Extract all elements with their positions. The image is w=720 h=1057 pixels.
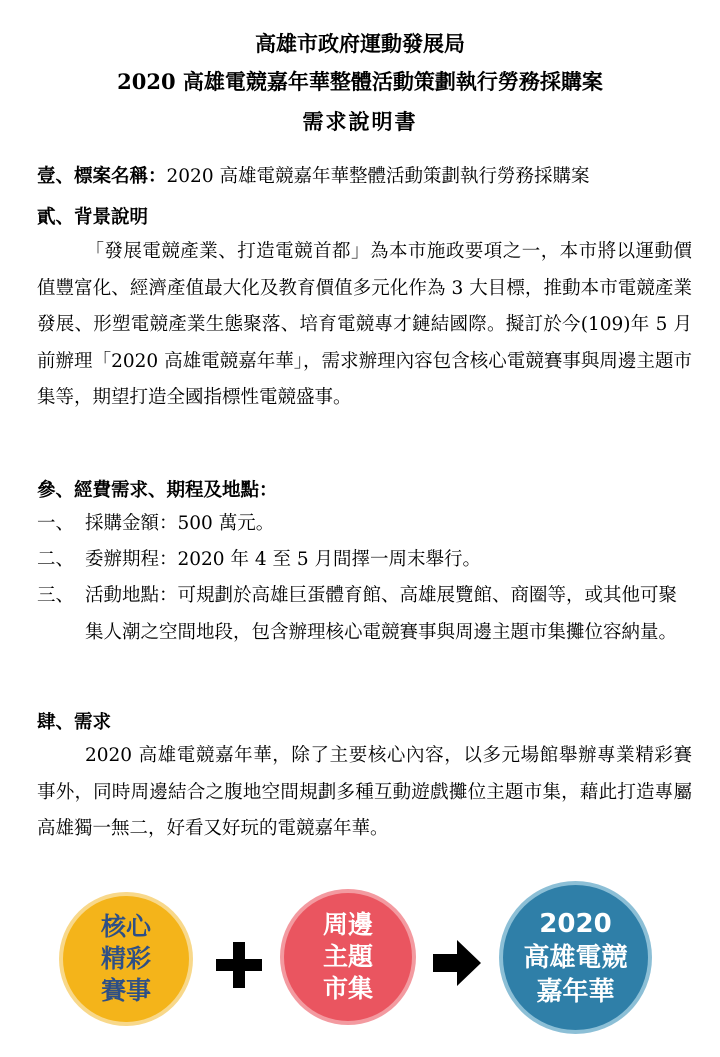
arrow-right-icon (433, 940, 481, 986)
circle-text: 嘉年華 (536, 976, 615, 1007)
circle-text: 主題 (322, 942, 373, 971)
section-1-value: 2020 高雄電競嘉年華整體活動策劃執行勞務採購案 (166, 166, 590, 187)
doc-title: 需求說明書 (302, 109, 418, 134)
circle-text: 精彩 (100, 944, 151, 973)
circle-text: 賽事 (100, 976, 151, 1005)
section-4-text: 2020 高雄電競嘉年華，除了主要核心內容，以多元場館舉辦專業精彩賽事外，同時周邊結合之腹地空間規劃多種互動遊戲攤位主題市集，藉此打造專屬高雄獨一無二，好看又好玩的電競嘉年華。 (37, 745, 692, 839)
carnival-circle (503, 885, 648, 1030)
section-4-paragraph (37, 738, 692, 848)
core-events-circle (63, 896, 189, 1022)
section-2-label: 貳、背景說明 (37, 207, 149, 228)
circle-text: 核心 (100, 912, 151, 941)
circle-text: 市集 (322, 974, 373, 1003)
item-text: 活動地點：可規劃於高雄巨蛋體育館、高雄展覽館、商圈等，或其他可聚集人潮之空間地段，包含辦理核心電競賽事與周邊主題市集攤位容納量。 (85, 585, 678, 643)
section-3-label: 參、經費需求、期程及地點： (37, 480, 278, 501)
section-3-item (37, 578, 692, 651)
plus-icon (216, 942, 262, 988)
item-number: 一、 (37, 513, 75, 534)
section-3-item (37, 542, 692, 579)
org-title: 高雄市政府運動發展局 (255, 31, 465, 56)
circle-text: 周邊 (322, 910, 373, 939)
item-number: 三、 (37, 585, 75, 606)
item-number: 二、 (37, 549, 75, 570)
market-circle (284, 893, 412, 1021)
circle-text: 高雄電競 (523, 942, 628, 973)
section-1-label: 壹、標案名稱： (37, 166, 167, 187)
item-text: 採購金額：500 萬元。 (85, 513, 275, 534)
project-title: 2020 高雄電競嘉年華整體活動策劃執行勞務採購案 (117, 69, 603, 94)
section-4-label: 肆、需求 (37, 712, 112, 733)
section-2-text: 「發展電競產業、打造電競首都」為本市施政要項之一，本市將以運動價值豐富化、經濟產值最大化及教育價值多元化作為 3 大目標，推動本市電競產業發展、形塑電競產業生態聚落、培育電競專才鏈結國際。擬訂於今(109)年 5 月前辦理「2020 高雄電競嘉年華」，需求辦理內容包含核心電競賽事與周邊主題市集等，期望打造全國指標性電競盛事。 (37, 241, 692, 408)
section-3-item (37, 506, 692, 543)
item-text: 委辦期程：2020 年 4 至 5 月間擇一周末舉行。 (85, 549, 482, 570)
circle-text: 2020 (539, 908, 612, 939)
section-1 (37, 162, 589, 188)
section-2-paragraph (37, 234, 692, 417)
